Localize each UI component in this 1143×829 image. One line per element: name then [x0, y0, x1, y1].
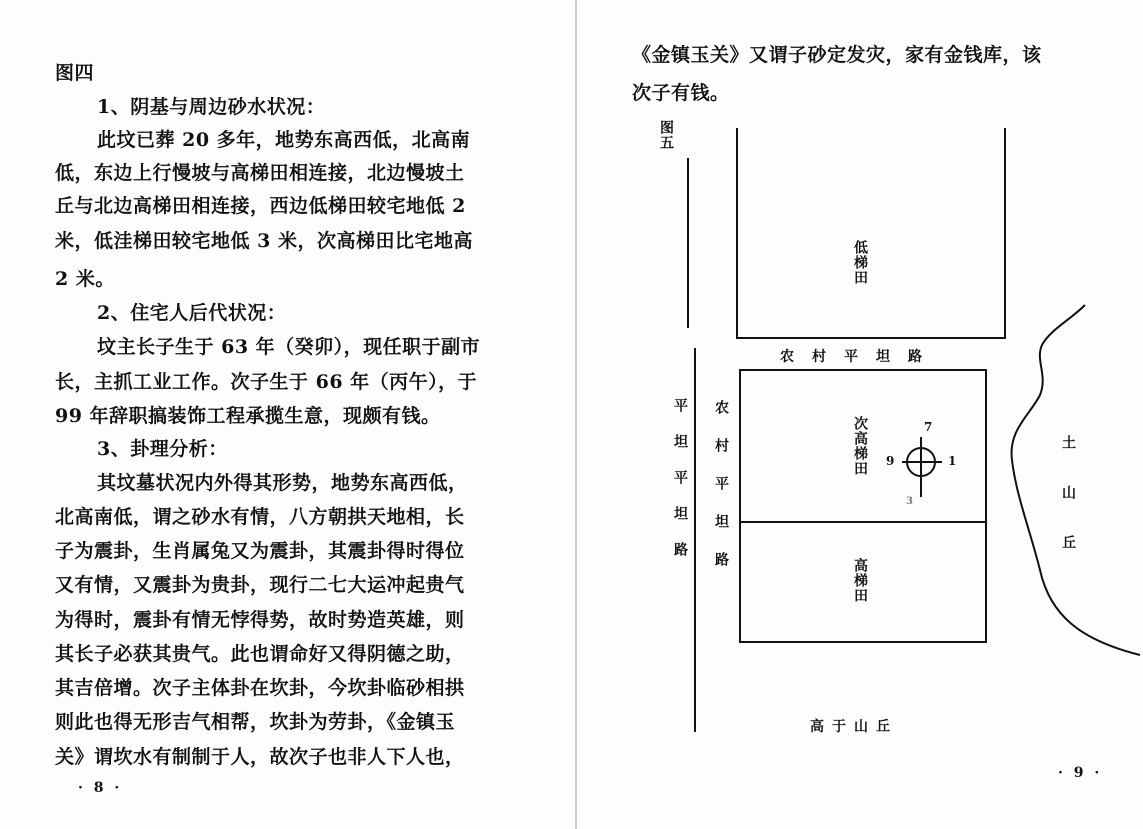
text-line-13: 北高南低，谓之砂水有情，八方朝拱天地相，长 — [55, 506, 465, 528]
bottom-hill-label: 高于山丘 — [810, 719, 898, 735]
figure-heading: 图四 — [55, 62, 95, 84]
page-number-left: · 8 · — [78, 780, 123, 796]
text-line-14: 子为震卦，生肖属兔又为震卦，其震卦得时得位 — [55, 540, 465, 562]
page-number-right: · 9 · — [1058, 765, 1103, 781]
text-line-8: 坟主长子生于 63 年（癸卯），现任职于副市 — [97, 336, 481, 358]
compass-right-mark: 1 — [948, 454, 957, 468]
low-terrace-label: 低梯田 — [852, 240, 868, 285]
text-line-1: 1、阴基与周边砂水状况： — [97, 96, 326, 118]
high-terrace-label: 高梯田 — [852, 558, 868, 603]
site-diagram — [580, 0, 1143, 829]
road-top-label: 农村平坦路 — [780, 349, 940, 365]
compass-bottom-mark: 3 — [906, 496, 913, 507]
text-line-10: 99 年辞职搞装饰工程承揽生意，现颇有钱。 — [55, 405, 441, 427]
text-line-15: 又有情，又震卦为贵卦，现行二七大运冲起贵气 — [55, 574, 465, 596]
right-page — [580, 0, 1143, 829]
road-left-label-b: 农村平坦路 — [713, 400, 729, 590]
text-line-11: 3、卦理分析： — [97, 438, 228, 460]
second-high-terrace-label: 次高梯田 — [852, 416, 868, 476]
text-line-19: 则此也得无形吉气相帮，坎卦为劳卦，《金镇玉 — [55, 711, 456, 733]
text-line-7: 2、住宅人后代状况： — [97, 302, 287, 324]
right-text-line-2: 次子有钱。 — [632, 82, 730, 104]
book-spine — [575, 0, 577, 829]
text-line-16: 为得时，震卦有情无悖得势，故时势造英雄，则 — [55, 609, 465, 631]
text-line-2: 此坟已葬 20 多年，地势东高西低，北高南 — [97, 129, 471, 151]
right-text-line-1: 《金镇玉关》又谓子砂定发灾，家有金钱库，该 — [632, 44, 1042, 66]
compass-top-mark: 7 — [924, 420, 933, 434]
text-line-5: 米，低洼梯田较宅地低 3 米，次高梯田比宅地高 — [55, 230, 473, 252]
text-line-17: 其长子必获其贵气。此也谓命好又得阴德之助， — [55, 643, 465, 665]
text-line-3: 低，东边上行慢坡与高梯田相连接，北边慢坡土 — [55, 162, 465, 184]
text-line-6: 2 米。 — [55, 268, 115, 290]
text-line-12: 其坟墓状况内外得其形势，地势东高西低， — [97, 472, 468, 494]
text-line-9: 长，主抓工业工作。次子生于 66 年（丙午），于 — [55, 371, 478, 393]
hill-label: 土山丘 — [1060, 435, 1076, 585]
road-left-label: 平坦平坦路 — [672, 398, 688, 578]
text-line-20: 关》谓坎水有制制于人，故次子也非人下人也， — [55, 746, 465, 768]
compass-left-mark: 9 — [886, 454, 895, 468]
low-terrace-outline — [737, 128, 1005, 338]
text-line-4: 丘与北边高梯田相连接，西边低梯田较宅地低 2 — [55, 195, 466, 217]
diagram-fig-label: 图五 — [658, 120, 674, 150]
text-line-18: 其吉倍增。次子主体卦在坎卦，今坎卦临砂相拱 — [55, 677, 465, 699]
